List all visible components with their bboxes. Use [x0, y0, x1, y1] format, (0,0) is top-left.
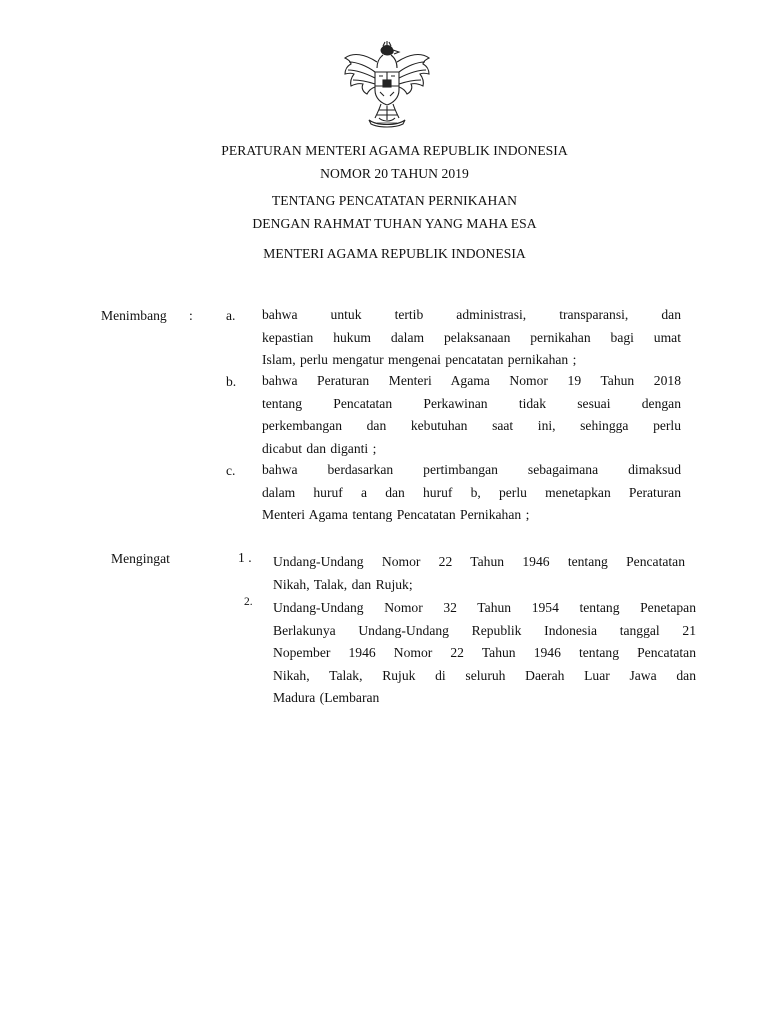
- mengingat-marker-1: 1 .: [238, 550, 252, 565]
- menimbang-item-c-line: Menteri Agama tentang Pencatatan Pernikahan ;: [262, 507, 530, 522]
- mengingat-item-2-line: Undang-Undang Nomor 32 Tahun 1954 tentang Penetapan: [273, 600, 696, 615]
- mengingat-item-2-line: Nopember 1946 Nomor 22 Tahun 1946 tentang Pencatatan: [273, 645, 696, 660]
- mengingat-item-2-line: Berlakunya Undang-Undang Republik Indonesia tanggal 21: [273, 622, 696, 638]
- mengingat-item-2: [273, 597, 696, 710]
- mengingat-item-2-line: Madura (Lembaran: [273, 690, 380, 705]
- regulation-subject: TENTANG PENCATATAN PERNIKAHAN: [271, 193, 518, 208]
- mengingat-item-1-line: Nikah, Talak, dan Rujuk;: [273, 576, 413, 592]
- mengingat-label: Mengingat: [111, 551, 170, 566]
- menimbang-item-a-line: bahwa untuk tertib administrasi, transparansi, dan: [262, 307, 681, 322]
- regulation-title: PERATURAN MENTERI AGAMA REPUBLIK INDONESIA: [221, 143, 568, 158]
- mengingat-item-2-line: Nikah, Talak, Rujuk di seluruh Daerah Luar Jawa dan: [273, 667, 696, 683]
- menimbang-item-a-line: Islam, perlu mengatur mengenai pencatatan pernikahan ;: [262, 352, 577, 367]
- menimbang-item-c-line: bahwa berdasarkan pertimbangan sebagaimana dimaksud: [262, 462, 681, 477]
- menimbang-marker-c: c.: [226, 463, 236, 478]
- mengingat-item-1-line: Undang-Undang Nomor 22 Tahun 1946 tentang Pencatatan: [273, 554, 685, 569]
- menimbang-item-a-line: kepastian hukum dalam pelaksanaan pernikahan bagi umat: [262, 329, 681, 345]
- invocation: DENGAN RAHMAT TUHAN YANG MAHA ESA: [252, 216, 537, 231]
- menimbang-label: Menimbang: [101, 308, 167, 323]
- menimbang-colon: :: [189, 308, 193, 323]
- menimbang-item-c: [262, 459, 681, 527]
- menimbang-item-a: [262, 304, 681, 372]
- menimbang-item-b-line: bahwa Peraturan Menteri Agama Nomor 19 Tahun 2018: [262, 373, 681, 388]
- menimbang-item-b-line: dicabut dan diganti ;: [262, 440, 377, 456]
- menimbang-marker-a: a.: [226, 308, 236, 323]
- menimbang-item-b: [262, 370, 681, 460]
- menimbang-item-b-line: perkembangan dan kebutuhan saat ini, sehingga perlu: [262, 418, 681, 433]
- regulation-number: NOMOR 20 TAHUN 2019: [320, 166, 469, 181]
- menimbang-item-c-line: dalam huruf a dan huruf b, perlu menetapkan Peraturan: [262, 484, 681, 500]
- menimbang-item-b-line: tentang Pencatatan Perkawinan tidak sesuai dengan: [262, 395, 681, 411]
- issuing-authority: MENTERI AGAMA REPUBLIK INDONESIA: [263, 246, 526, 261]
- mengingat-marker-2: 2.: [244, 596, 253, 608]
- mengingat-item-1: [273, 551, 685, 596]
- menimbang-marker-b: b.: [226, 374, 237, 389]
- garuda-pancasila-emblem: [339, 40, 435, 128]
